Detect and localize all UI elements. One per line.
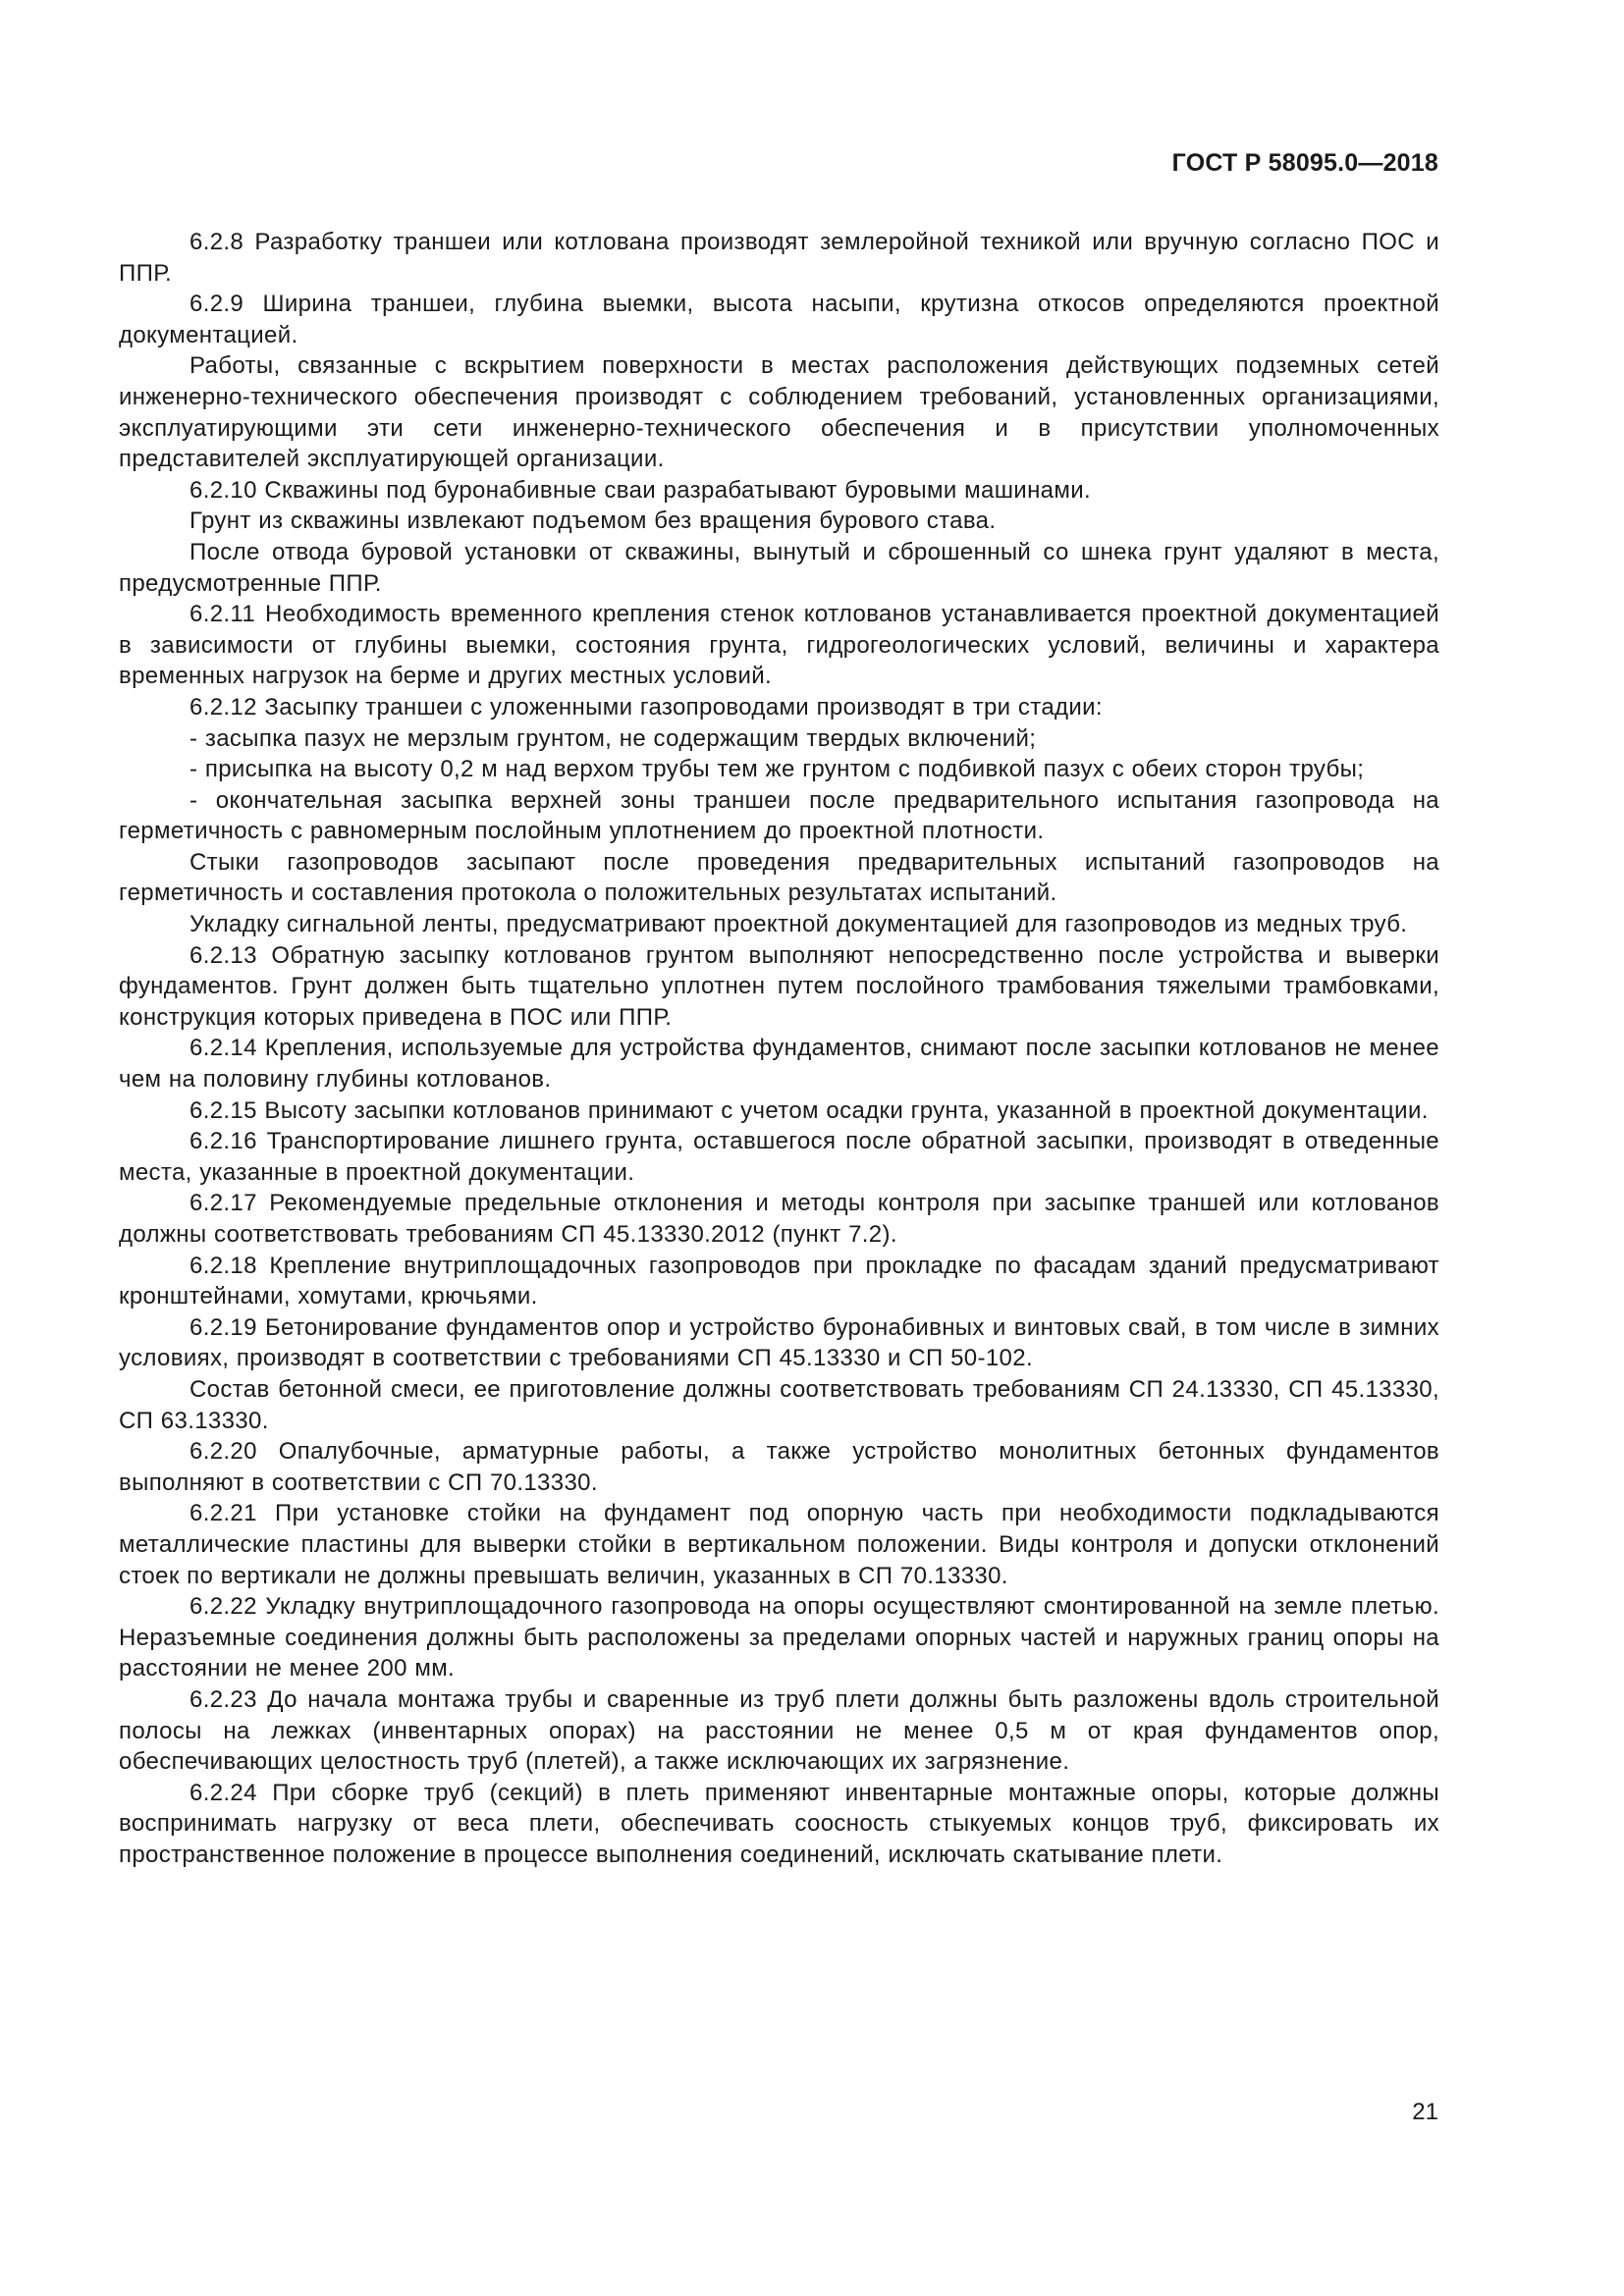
- paragraph: 6.2.18 Крепление внутриплощадочных газопроводов при прокладке по фасадам зданий предусматривают кронштейнами, хомутами, крючьями.: [119, 1252, 1439, 1310]
- paragraph: 6.2.21 При установке стойки на фундамент под опорную часть при необходимости подкладываются металлические пластины для выверки стойки в вертикальном положении. Виды контроля и допуски отклонений стоек по вертикали не должны превышать величин, указанных в СП 70.13330.: [119, 1500, 1439, 1589]
- paragraph: 6.2.12 Засыпку траншеи с уложенными газопроводами производят в три стадии:: [189, 693, 1103, 721]
- paragraph: 6.2.22 Укладку внутриплощадочного газопровода на опоры осуществляют смонтированной на земле плетью. Неразъемные соединения должны быть расположены за пределами опорных частей и наружных границ опоры на расстоянии не менее 200 мм.: [119, 1593, 1439, 1682]
- list-item: - засыпка пазух не мерзлым грунтом, не содержащим твердых включений;: [189, 724, 1037, 752]
- paragraph: Укладку сигнальной ленты, предусматривают проектной документацией для газопроводов из медных труб.: [189, 911, 1408, 938]
- paragraph: 6.2.14 Крепления, используемые для устройства фундаментов, снимают после засыпки котлованов не менее чем на половину глубины котлованов.: [119, 1035, 1439, 1094]
- document-header: [1172, 149, 1438, 178]
- paragraph: 6.2.10 Скважины под буронабивные сваи разрабатывают буровыми машинами.: [189, 476, 1091, 504]
- paragraph: 6.2.24 При сборке труб (секций) в плеть применяют инвентарные монтажные опоры, которые должны воспринимать нагрузку от веса плети, обеспечивать соосность стыкуемых концов труб, фиксировать их пространственное положение в процессе выполнения соединений, исключать скатывание плети.: [119, 1779, 1439, 1868]
- document-body: [119, 227, 1439, 1870]
- paragraph: 6.2.23 До начала монтажа трубы и сваренные из труб плети должны быть разложены вдоль строительной полосы на лежках (инвентарных опорах) на расстоянии не менее 0,5 м от края фундаментов опор, обеспечивающих целостность труб (плетей), а также исключающих их загрязнение.: [119, 1685, 1439, 1776]
- paragraph: 6.2.20 Опалубочные, арматурные работы, а также устройство монолитных бетонных фундаментов выполняют в соответствии с СП 70.13330.: [119, 1438, 1439, 1496]
- paragraph: 6.2.11 Необходимость временного крепления стенок котлованов устанавливается проектной документацией в зависимости от глубины выемки, состояния грунта, гидрогеологических условий, величины и характера временных нагрузок на берме и других местных условий.: [119, 601, 1439, 690]
- paragraph: 6.2.8 Разработку траншеи или котлована производят землеройной техникой или вручную согласно ПОС и ППР.: [119, 229, 1439, 287]
- paragraph: 6.2.17 Рекомендуемые предельные отклонения и методы контроля при засыпке траншей или котлованов должны соответствовать требованиям СП 45.13330.2012 (пункт 7.2).: [119, 1190, 1439, 1248]
- standard-designation: ГОСТ Р 58095.0—2018: [1171, 149, 1438, 177]
- paragraph: Работы, связанные с вскрытием поверхности в местах расположения действующих подземных сетей инженерно-технического обеспечения производят с соблюдением требований, установленных организациями, эксплуатирующими эти сети инженерно-технического обеспечения и в присутствии уполномоченных представителей эксплуатирующей организации.: [119, 352, 1439, 473]
- paragraph: 6.2.16 Транспортирование лишнего грунта, оставшегося после обратной засыпки, производят в отведенные места, указанные в проектной документации.: [119, 1128, 1439, 1186]
- paragraph: 6.2.15 Высоту засыпки котлованов принимают с учетом осадки грунта, указанной в проектной документации.: [189, 1096, 1429, 1124]
- paragraph: После отвода буровой установки от скважины, вынутый и сброшенный со шнека грунт удаляют в места, предусмотренные ППР.: [119, 538, 1439, 597]
- page-number: 21: [1412, 2099, 1438, 2125]
- paragraph: 6.2.19 Бетонирование фундаментов опор и устройство буронабивных и винтовых свай, в том числе в зимних условиях, производят в соответствии с требованиями СП 45.13330 и СП 50-102.: [119, 1313, 1439, 1372]
- paragraph: Грунт из скважины извлекают подъемом без вращения бурового става.: [189, 507, 997, 535]
- list-item: - присыпка на высоту 0,2 м над верхом трубы тем же грунтом с подбивкой пазух с обеих сторон трубы;: [189, 756, 1365, 783]
- paragraph: Состав бетонной смеси, ее приготовление должны соответствовать требованиям СП 24.13330, СП 45.13330, СП 63.13330.: [119, 1375, 1439, 1434]
- paragraph: 6.2.9 Ширина траншеи, глубина выемки, высота насыпи, крутизна откосов определяются проектной документацией.: [119, 291, 1439, 348]
- list-item: - окончательная засыпка верхней зоны траншеи после предварительного испытания газопровода на герметичность с равномерным послойным уплотнением до проектной плотности.: [119, 786, 1439, 845]
- paragraph: Стыки газопроводов засыпают после проведения предварительных испытаний газопроводов на герметичность и составления протокола о положительных результатах испытаний.: [119, 848, 1439, 907]
- paragraph: 6.2.13 Обратную засыпку котлованов грунтом выполняют непосредственно после устройства и выверки фундаментов. Грунт должен быть тщательно уплотнен путем послойного трамбования тяжелыми трамбовками, конструкция которых приведена в ПОС или ППР.: [119, 941, 1439, 1031]
